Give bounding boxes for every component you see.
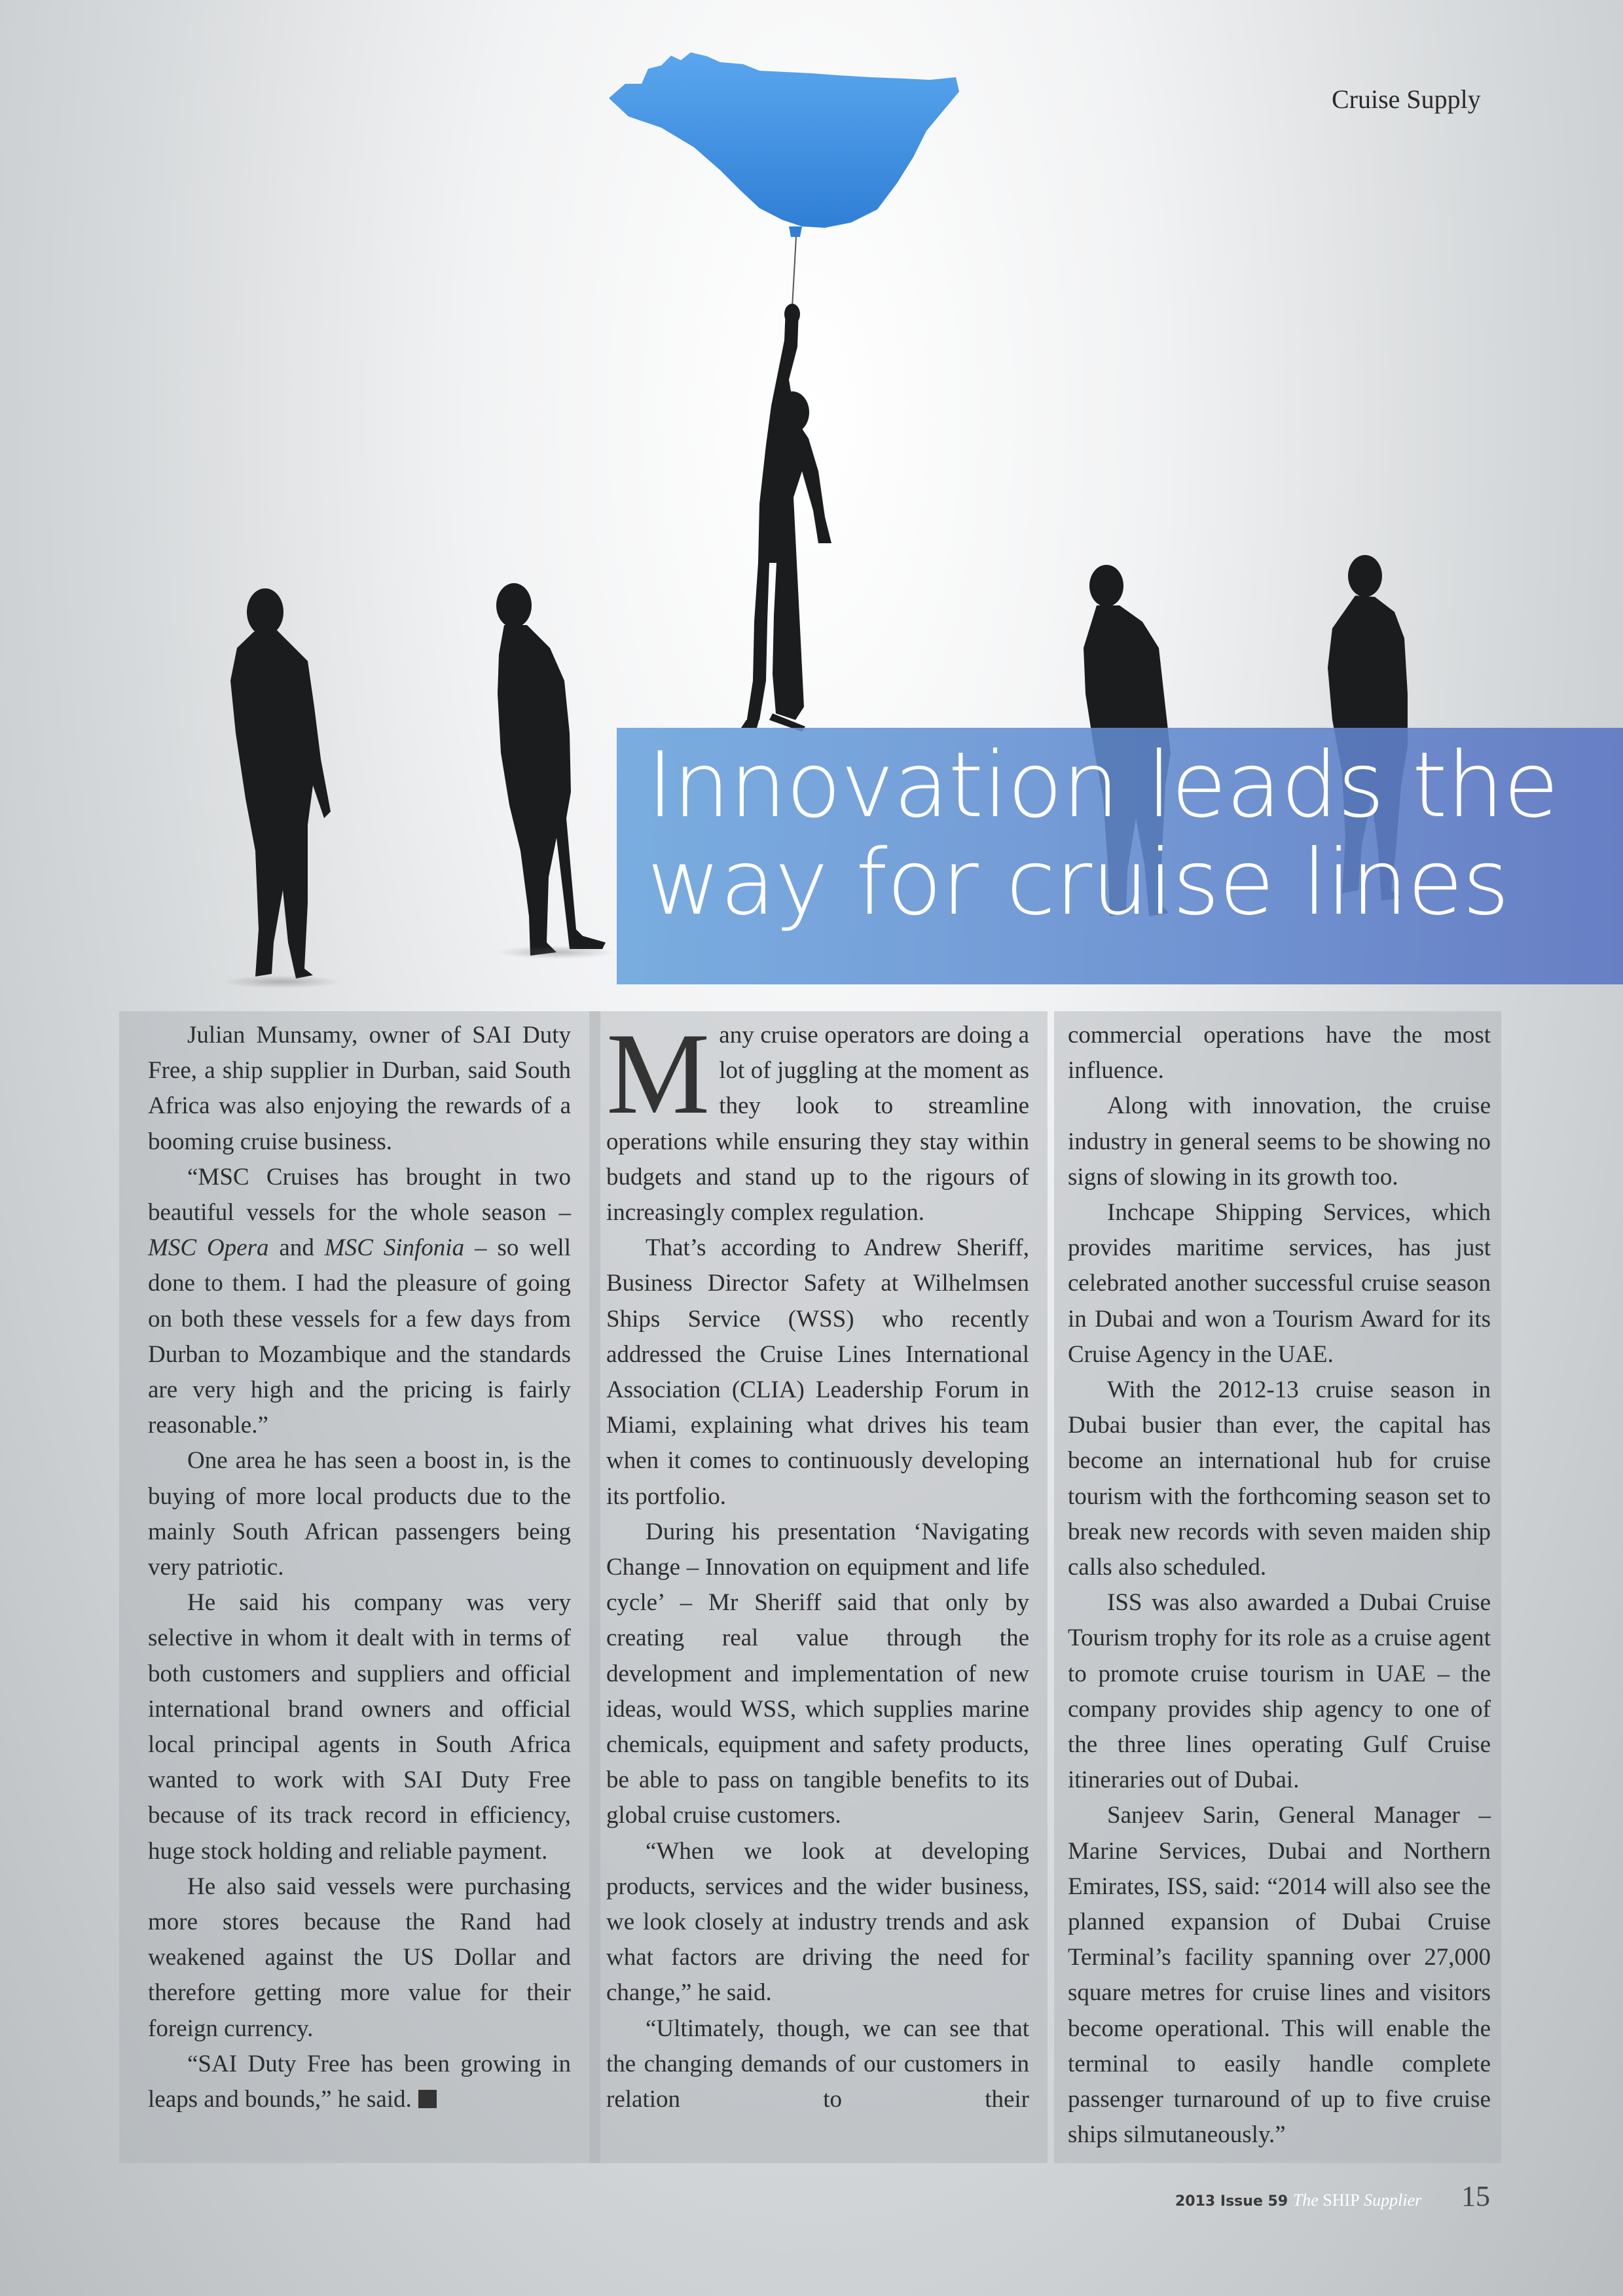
paragraph: Many cruise operators are doing a lot of juggling at the moment as they look to streamline operations while ensuring they stay within budgets and stand up to the rigours of increasingly complex regulation. bbox=[606, 1009, 1029, 1227]
article-column-2 bbox=[606, 1009, 1029, 2117]
paragraph: commercial operations have the most influence. bbox=[1068, 1022, 1491, 1085]
paragraph: He also said vessels were purchasing more stores because the Rand had weakened against the US Dollar and therefore getting more value for their foreign currency. bbox=[148, 1873, 571, 2042]
drop-cap: M bbox=[606, 1009, 710, 1138]
paragraph: ISS was also awarded a Dubai Cruise Tourism trophy for its role as a cruise agent to promote cruise tourism in UAE – the company provides ship agency to one of the three lines operating Gulf Cruise itineraries out of Dubai. bbox=[1068, 1589, 1491, 1794]
article-column-1 bbox=[148, 1018, 571, 2117]
magazine-brand: The SHIP Supplier bbox=[1292, 2191, 1422, 2210]
floating-man-silhouette bbox=[741, 304, 831, 732]
article-title: Innovation leads the way for cruise lines bbox=[647, 732, 1559, 936]
ship-name: MSC Opera bbox=[148, 1234, 269, 1262]
paragraph: During his presentation ‘Navigating Change – Innovation on equipment and life cycle’ – Mr Sheriff said that only by creating real value through the development and implementation of new ideas, would WSS, which supplies marine chemicals, equipment and safety products, be able to pass on tangible benefits to its global cruise customers. bbox=[606, 1518, 1029, 1829]
page-number: 15 bbox=[1461, 2180, 1490, 2212]
paragraph: “When we look at developing products, services and the wider business, we look closely at industry trends and ask what factors are driving the need for change,” he said. bbox=[606, 1837, 1029, 2007]
paragraph: “MSC Cruises has brought in two beautiful vessels for the whole season – MSC Opera and MSC Sinfonia – so well done to them. I had the pleasure of going on both these vessels for a few days from Durban to Mozambique and the standards are very high and the pricing is fairly reasonable.” bbox=[148, 1163, 571, 1439]
standing-man-silhouette bbox=[496, 583, 606, 956]
paragraph: “SAI Duty Free has been growing in leaps and bounds,” he said. bbox=[148, 2050, 571, 2113]
standing-man-silhouette bbox=[230, 588, 331, 978]
section-label: Cruise Supply bbox=[1332, 84, 1481, 114]
paragraph: With the 2012-13 cruise season in Dubai busier than ever, the capital has become an international hub for cruise tourism with the forthcoming season set to break new records with seven maiden ship calls also scheduled. bbox=[1068, 1376, 1491, 1581]
footer-issue: Issue 59 bbox=[1220, 2193, 1288, 2210]
end-mark-icon bbox=[418, 2090, 437, 2108]
paragraph: Sanjeev Sarin, General Manager – Marine Services, Dubai and Northern Emirates, ISS, said: “2014 will also see the planned expansion of Dubai Cruise Terminal’s facility spanning over 27,000 square metres for cruise lines and visitors become operational. This will enable the terminal to easily handle complete passenger turnaround of up to five cruise ships silmutaneously.” bbox=[1068, 1802, 1491, 2149]
paragraph: One area he has seen a boost in, is the buying of more local products due to the mainly South African passengers being very patriotic. bbox=[148, 1447, 571, 1581]
paragraph: That’s according to Andrew Sheriff, Business Director Safety at Wilhelmsen Ships Service (WSS) who recently addressed the Cruise Lines International Association (CLIA) Leadership Forum in Miami, explaining what drives his team when it comes to continuously developing its portfolio. bbox=[606, 1234, 1029, 1510]
paragraph: Along with innovation, the cruise industry in general seems to be showing no signs of slowing in its growth too. bbox=[1068, 1092, 1491, 1191]
ship-name: MSC Sinfonia bbox=[324, 1234, 465, 1262]
paragraph: He said his company was very selective in whom it dealt with in terms of both customers and suppliers and official international brand owners and official local principal agents in South Africa wanted to work with SAI Duty Free because of its track record in efficiency, huge stock holding and reliable payment. bbox=[148, 1589, 571, 1865]
paragraph: Inchcape Shipping Services, which provides maritime services, has just celebrated another successful cruise season in Dubai and won a Tourism Award for its Cruise Agency in the UAE. bbox=[1068, 1199, 1491, 1368]
paragraph: “Ultimately, though, we can see that the changing demands of our customers in relation to their bbox=[606, 2015, 1029, 2113]
ship-balloon-icon bbox=[609, 52, 959, 237]
footer-issue-line bbox=[1175, 2191, 1421, 2210]
footer-year: 2013 bbox=[1175, 2193, 1216, 2210]
article-column-3 bbox=[1068, 1018, 1491, 2153]
paragraph: Julian Munsamy, owner of SAI Duty Free, a ship supplier in Durban, said South Africa was also enjoying the rewards of a booming cruise business. bbox=[148, 1022, 571, 1155]
